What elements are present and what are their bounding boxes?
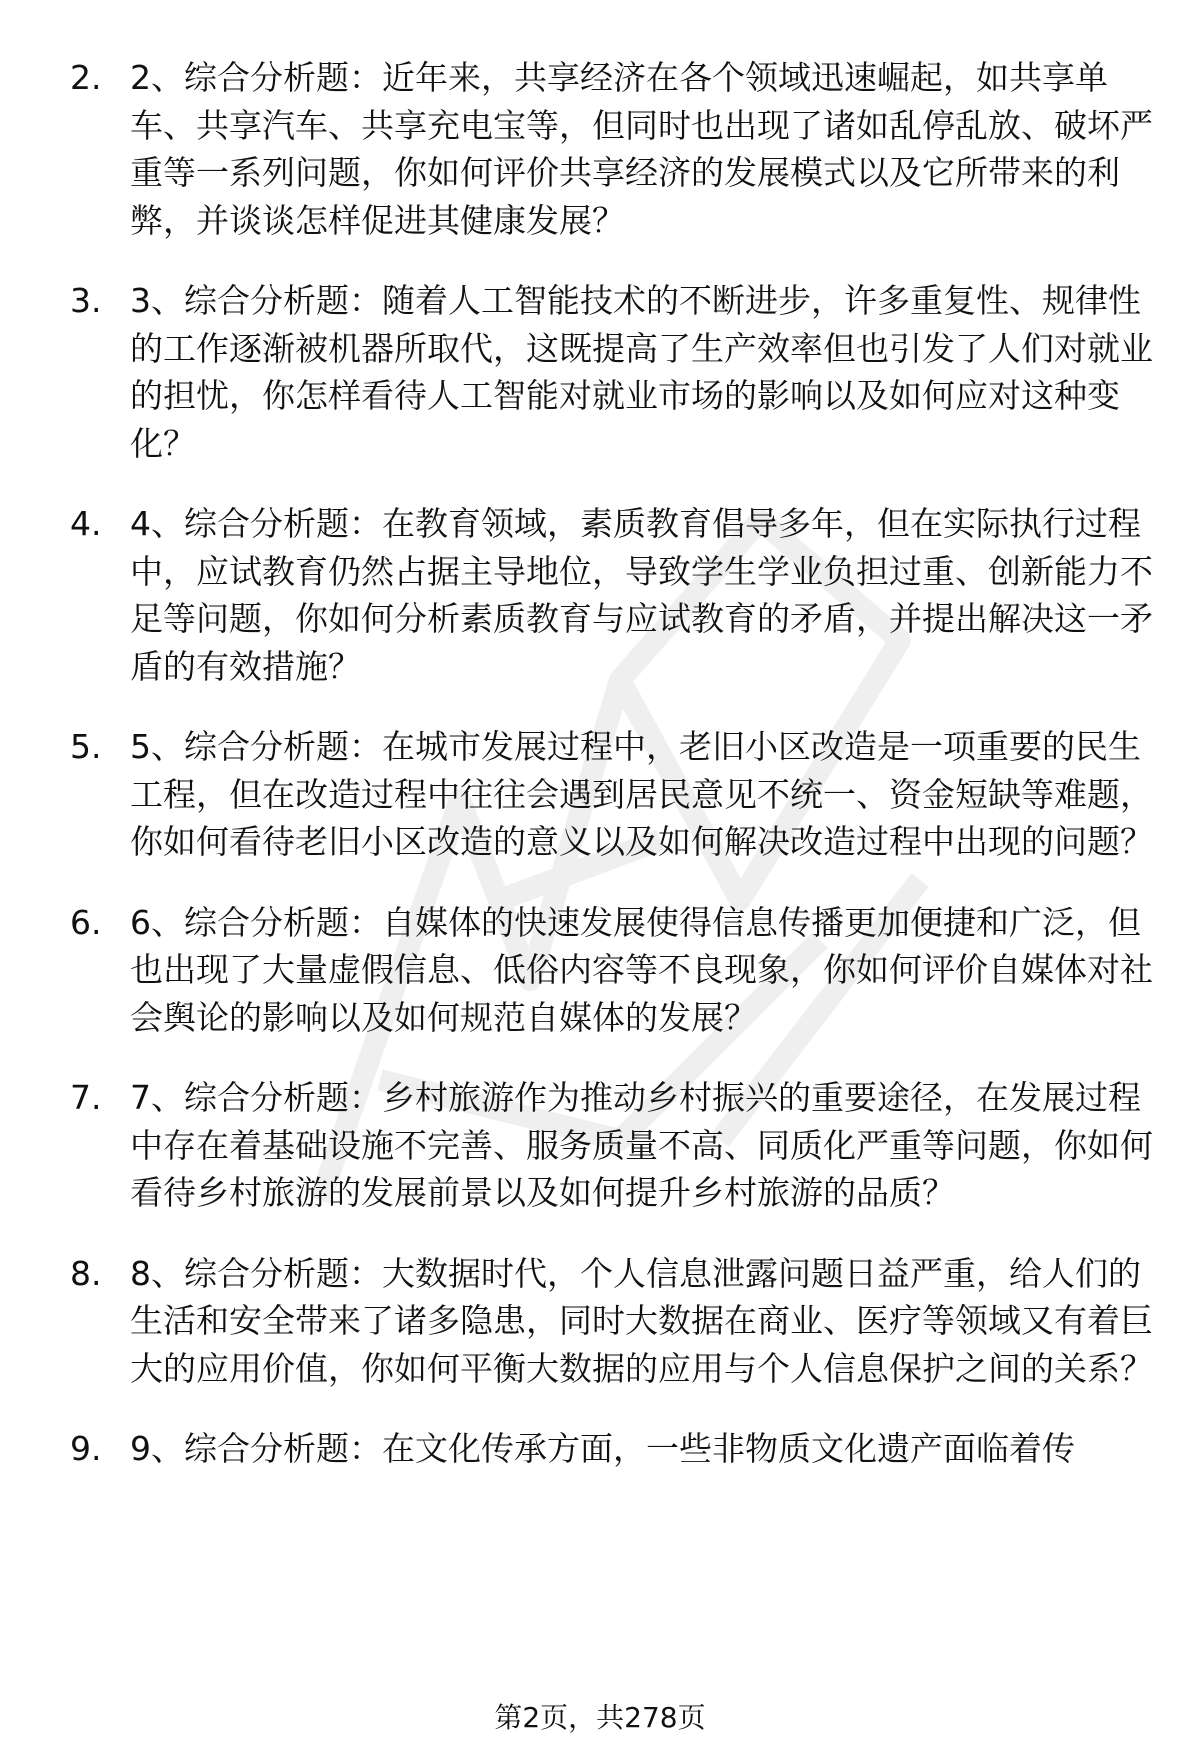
question-item: [70, 500, 1160, 690]
question-number: 7.: [70, 1078, 102, 1117]
question-number: 4.: [70, 504, 102, 543]
question-text: 9、综合分析题：在文化传承方面，一些非物质文化遗产面临着传: [130, 1429, 1075, 1468]
question-number: 3.: [70, 281, 102, 320]
question-text: 3、综合分析题：随着人工智能技术的不断进步，许多重复性、规律性的工作逐渐被机器所取代，这既提高了生产效率但也引发了人们对就业的担忧，你怎样看待人工智能对就业市场的影响以及如何应对这种变化？: [130, 281, 1153, 463]
question-number: 2.: [70, 58, 102, 97]
question-text: 4、综合分析题：在教育领域，素质教育倡导多年，但在实际执行过程中，应试教育仍然占据主导地位，导致学生学业负担过重、创新能力不足等问题，你如何分析素质教育与应试教育的矛盾，并提出解决这一矛盾的有效措施？: [130, 504, 1153, 686]
question-number: 9.: [70, 1429, 102, 1468]
question-item: [70, 723, 1160, 866]
question-number: 6.: [70, 902, 102, 942]
question-item: [70, 277, 1160, 467]
page-indicator: 第2页，共278页: [494, 1701, 706, 1734]
question-number: 8.: [70, 1253, 102, 1293]
question-item: [70, 899, 1160, 1042]
question-item: [70, 1425, 1160, 1473]
question-text: 8、综合分析题：大数据时代，个人信息泄露问题日益严重，给人们的生活和安全带来了诸多隐患，同时大数据在商业、医疗等领域又有着巨大的应用价值，你如何平衡大数据的应用与个人信息保护之间的关系？: [130, 1253, 1153, 1388]
question-text: 6、综合分析题：自媒体的快速发展使得信息传播更加便捷和广泛，但也出现了大量虚假信息、低俗内容等不良现象，你如何评价自媒体对社会舆论的影响以及如何规范自媒体的发展？: [130, 902, 1153, 1037]
question-list: [70, 54, 1160, 1506]
question-item: [70, 1074, 1160, 1217]
question-number: 5.: [70, 727, 102, 766]
question-text: 2、综合分析题：近年来，共享经济在各个领域迅速崛起，如共享单车、共享汽车、共享充电宝等，但同时也出现了诸如乱停乱放、破坏严重等一系列问题，你如何评价共享经济的发展模式以及它所带来的利弊，并谈谈怎样促进其健康发展？: [130, 58, 1153, 240]
question-item: [70, 1250, 1160, 1393]
question-item: [70, 54, 1160, 244]
question-text: 5、综合分析题：在城市发展过程中，老旧小区改造是一项重要的民生工程，但在改造过程中往往会遇到居民意见不统一、资金短缺等难题，你如何看待老旧小区改造的意义以及如何解决改造过程中出现的问题？: [130, 727, 1153, 861]
question-text: 7、综合分析题：乡村旅游作为推动乡村振兴的重要途径，在发展过程中存在着基础设施不完善、服务质量不高、同质化严重等问题，你如何看待乡村旅游的发展前景以及如何提升乡村旅游的品质？: [130, 1078, 1153, 1212]
